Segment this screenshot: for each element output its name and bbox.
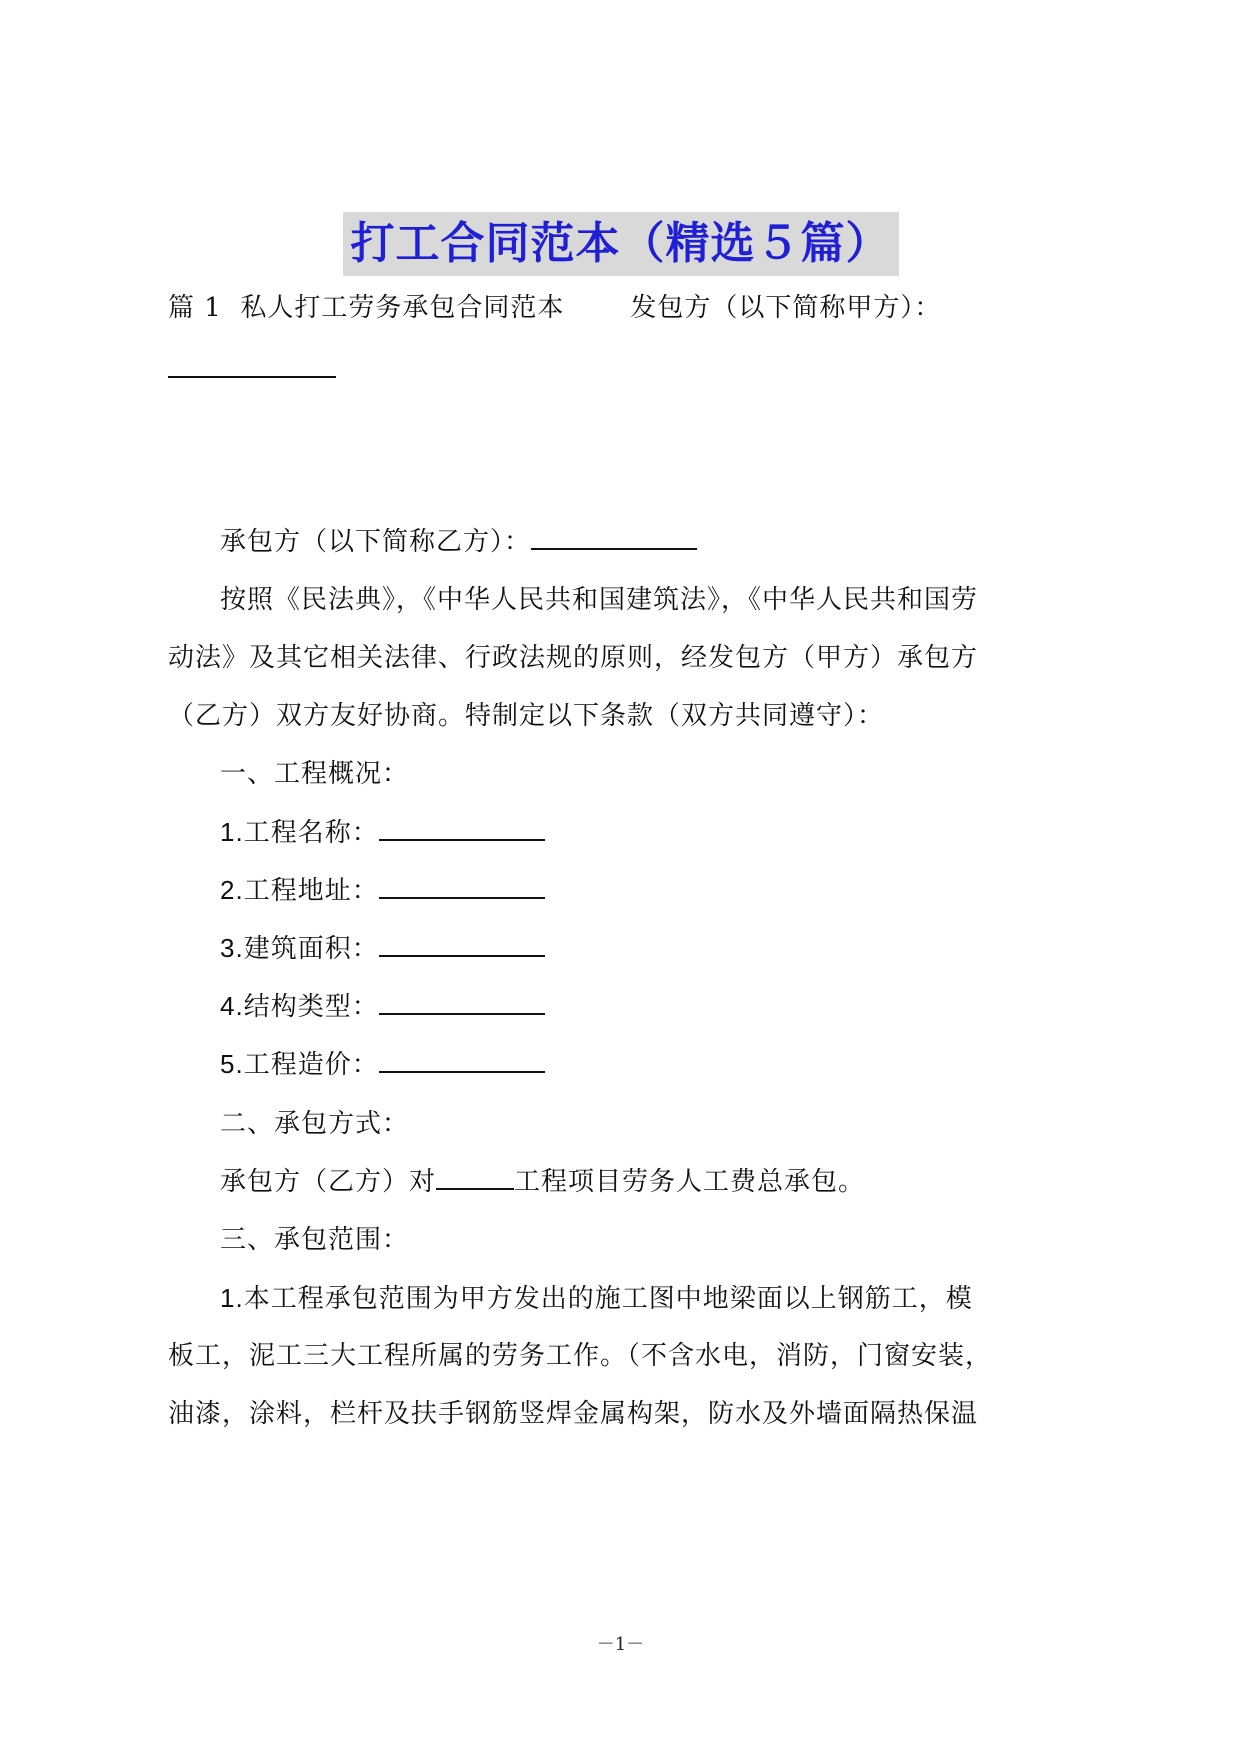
project-blank [436, 1162, 514, 1190]
scope-line-3: 油漆，涂料，栏杆及扶手钢筋竖焊金属构架，防水及外墙面隔热保温 [168, 1399, 979, 1429]
part2-text-before: 承包方（乙方）对 [220, 1167, 437, 1197]
part2-text [220, 1162, 865, 1202]
item-label: 建筑面积： [243, 934, 379, 964]
item-label: 结构类型： [243, 992, 379, 1022]
section-title: 私人打工劳务承包合同范本 [240, 293, 565, 323]
document-title: 打工合同范本（精选５篇） [343, 212, 899, 276]
scope-line-2: 板工，泥工三大工程所属的劳务工作。（不含水电，消防，门窗安装， [168, 1341, 993, 1371]
part1-heading: 一、工程概况： [220, 759, 410, 789]
item-number: 2. [220, 875, 244, 905]
overview-item [220, 870, 545, 911]
employer-blank-line [168, 350, 336, 390]
item-blank [379, 813, 545, 841]
scope-line-1 [220, 1278, 973, 1319]
employer-label: 发包方（以下简称甲方）： [630, 293, 942, 323]
intro-line-2: 动法》及其它相关法律、行政法规的原则，经发包方（甲方）承包方 [168, 643, 979, 673]
item-number: 1. [220, 1283, 244, 1313]
scope-text: 本工程承包范围为甲方发出的施工图中地梁面以上钢筋工，模 [243, 1284, 973, 1314]
contractor-line [220, 522, 697, 562]
section-heading [168, 288, 941, 328]
page-number: －1－ [596, 1634, 645, 1655]
overview-item [220, 1044, 545, 1085]
overview-item [220, 812, 545, 853]
title-container [0, 212, 1241, 276]
part2-text-after: 工程项目劳务人工费总承包。 [514, 1167, 866, 1197]
contractor-label: 承包方（以下简称乙方）： [220, 527, 532, 557]
item-blank [379, 987, 545, 1015]
item-label: 工程地址： [243, 876, 379, 906]
intro-line-1: 按照《民法典》，《中华人民共和国建筑法》，《中华人民共和国劳 [220, 585, 979, 615]
contractor-blank [531, 522, 697, 550]
intro-line-3: （乙方）双方友好协商。特制定以下条款（双方共同遵守）： [168, 701, 885, 731]
item-label: 工程造价： [243, 1050, 379, 1080]
item-number: 3. [220, 933, 244, 963]
part3-heading: 三、承包范围： [220, 1225, 410, 1255]
employer-blank [168, 350, 336, 378]
overview-item [220, 928, 545, 969]
overview-item [220, 986, 545, 1027]
item-number: 1. [220, 817, 244, 847]
item-blank [379, 929, 545, 957]
section-number: 篇 1 [168, 293, 222, 323]
item-number: 5. [220, 1049, 244, 1079]
item-blank [379, 1045, 545, 1073]
item-blank [379, 871, 545, 899]
item-label: 工程名称： [243, 818, 379, 848]
item-number: 4. [220, 991, 244, 1021]
part2-heading: 二、承包方式： [220, 1109, 410, 1139]
